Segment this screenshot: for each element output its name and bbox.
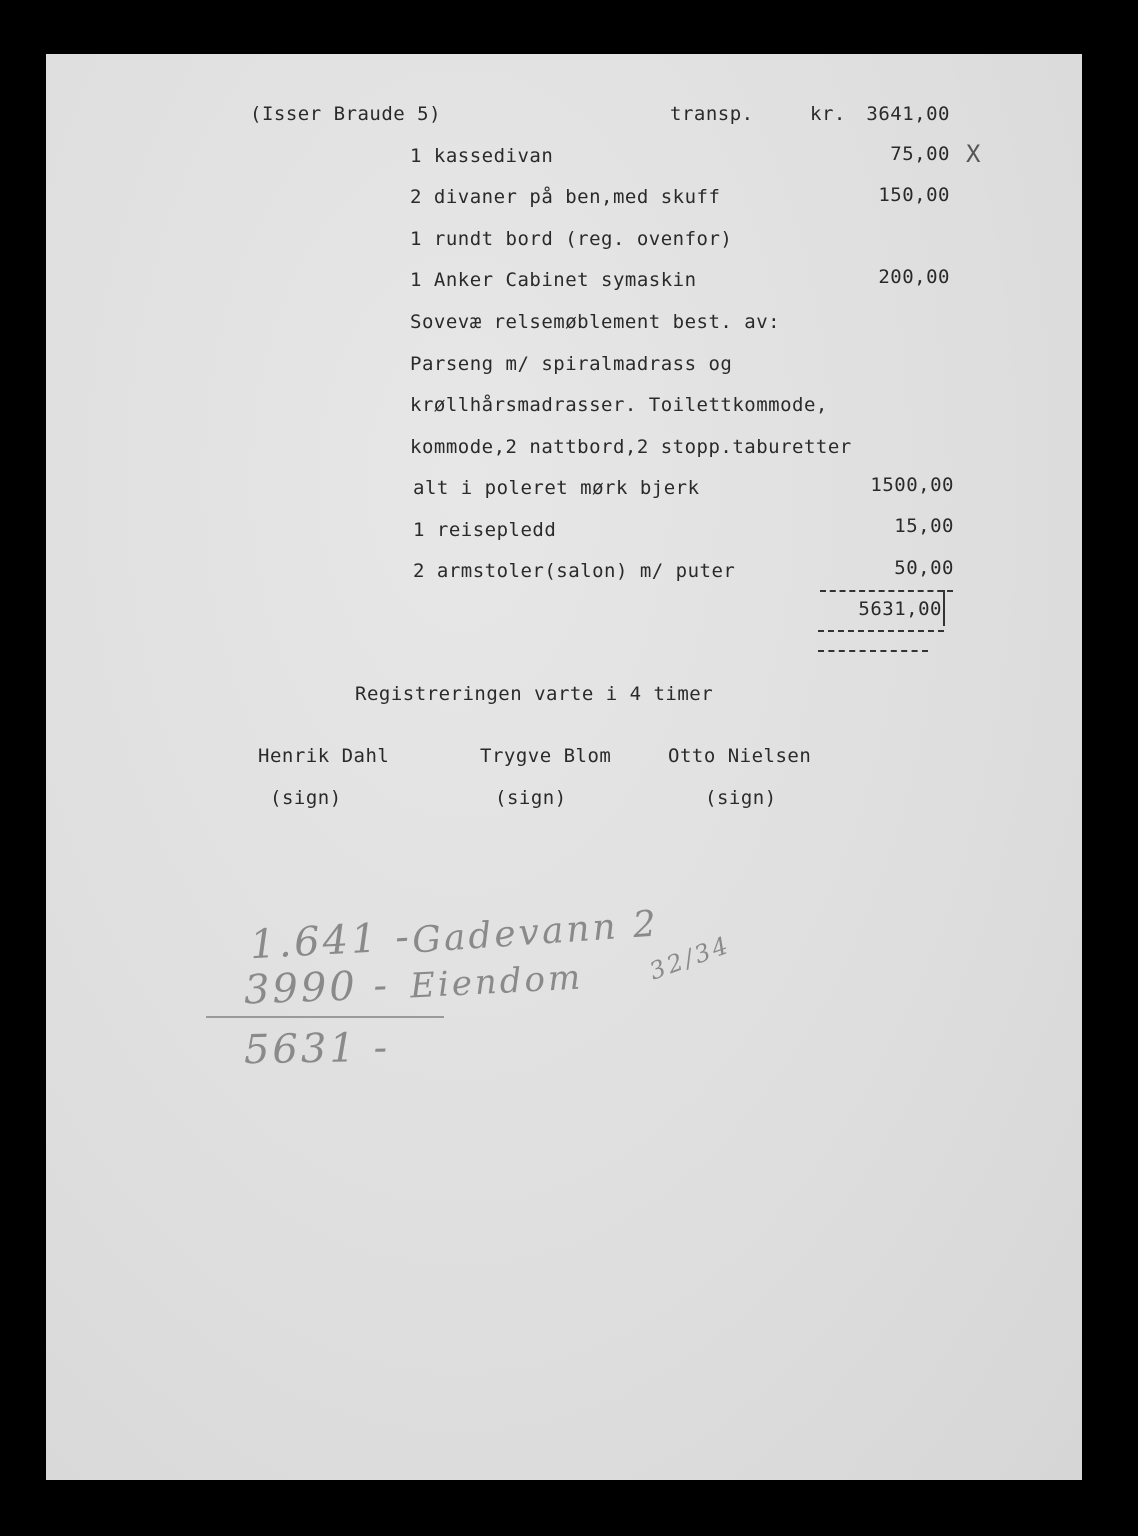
item-text: 1 rundt bord (reg. ovenfor): [410, 228, 733, 250]
item-text: 1 kassedivan: [410, 145, 554, 167]
signature-name: Henrik Dahl: [258, 745, 390, 767]
header-ref: (Isser Braude 5): [250, 103, 442, 125]
total-rule-1: [818, 630, 944, 632]
item-amount: 50,00: [894, 557, 954, 579]
item-text: kommode,2 nattbord,2 stopp.taburetter: [410, 436, 852, 458]
header-amount: 3641,00: [866, 103, 950, 125]
signature-name: Trygve Blom: [480, 745, 612, 767]
total-rule-2: [818, 650, 928, 652]
signature-sign: (sign): [705, 787, 777, 809]
item-text: alt i poleret mørk bjerk: [413, 477, 700, 499]
item-amount: 1500,00: [870, 474, 954, 496]
signature-sign: (sign): [270, 787, 342, 809]
duration-text: Registreringen varte i 4 timer: [355, 683, 714, 705]
handwritten-sum-rule: [206, 1016, 444, 1018]
header-transp: transp.: [670, 103, 754, 125]
handwritten-fraction: 32/34: [645, 930, 735, 986]
check-mark: X: [966, 140, 981, 168]
item-text: Sovevæ relsemøblement best. av:: [410, 311, 781, 333]
total-amount: 5631,00: [858, 598, 942, 620]
handwritten-note: Eiendom: [409, 957, 585, 1007]
handwritten-sum: 5631 -: [243, 1024, 391, 1074]
handwritten-amount: 3990 -: [243, 962, 391, 1014]
signature-name: Otto Nielsen: [668, 745, 812, 767]
sum-rule-top: [820, 590, 953, 592]
item-text: 1 reisepledd: [413, 519, 557, 541]
item-amount: 150,00: [878, 184, 950, 206]
total-box-edge: [943, 590, 945, 626]
item-amount: 15,00: [894, 515, 954, 537]
item-text: krøllhårsmadrasser. Toilettkommode,: [410, 394, 828, 416]
item-text: 2 armstoler(salon) m/ puter: [413, 560, 736, 582]
item-amount: 200,00: [878, 266, 950, 288]
item-text: 1 Anker Cabinet symaskin: [410, 269, 697, 291]
header-kr: kr.: [810, 103, 846, 125]
handwritten-amount: 1.641 -: [248, 913, 413, 969]
item-amount: 75,00: [890, 143, 950, 165]
handwritten-note: Gadevann 2: [410, 903, 661, 962]
item-text: Parseng m/ spiralmadrass og: [410, 353, 733, 375]
item-text: 2 divaner på ben,med skuff: [410, 186, 721, 208]
signature-sign: (sign): [495, 787, 567, 809]
